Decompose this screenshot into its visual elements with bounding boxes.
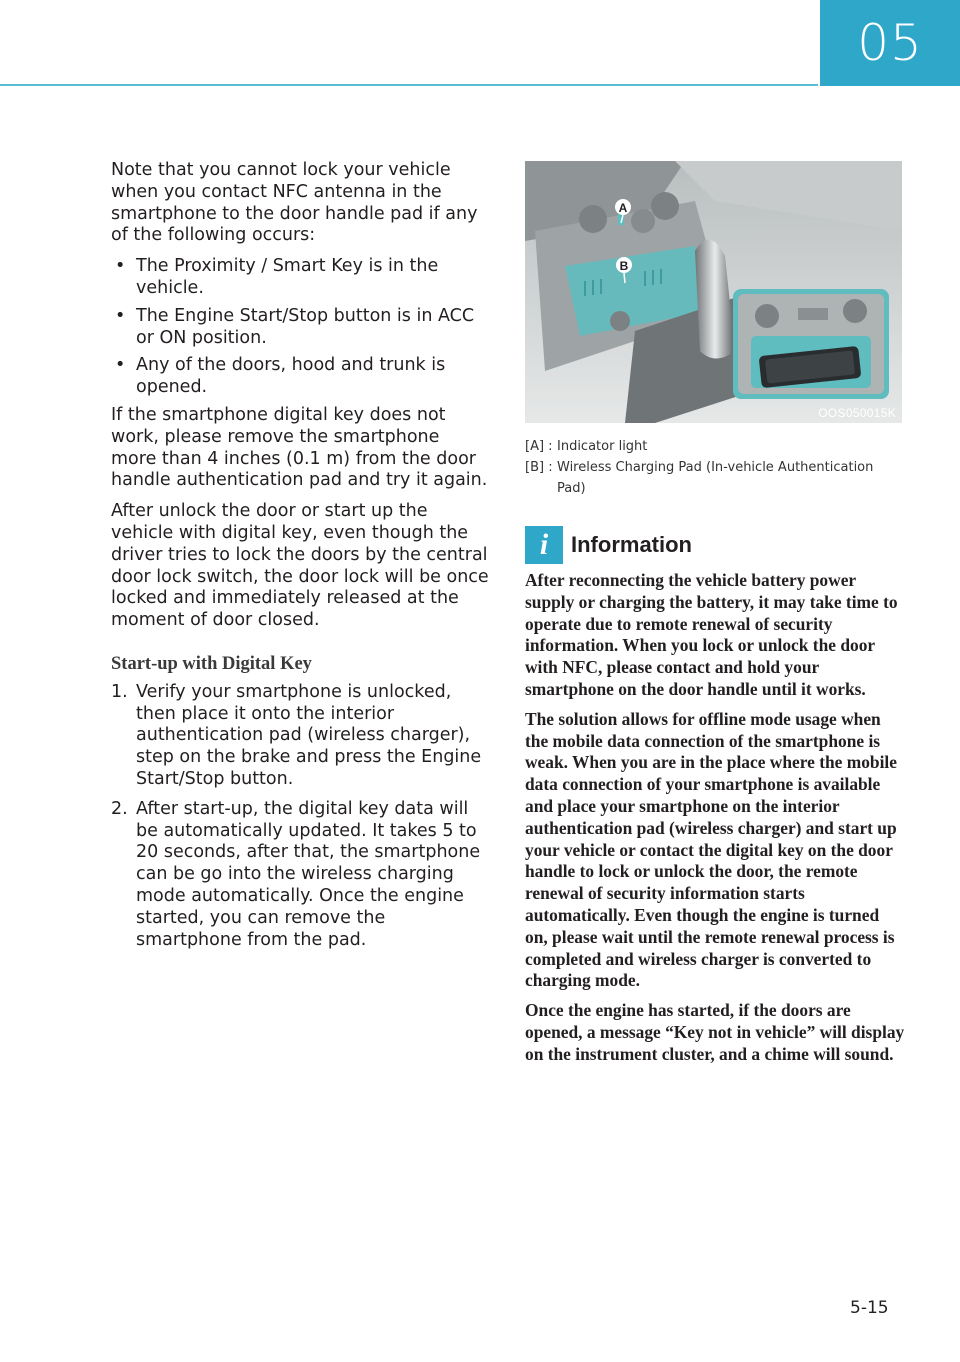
information-body xyxy=(525,570,905,1074)
panel-button xyxy=(631,209,655,233)
section-heading: Start-up with Digital Key xyxy=(111,653,312,674)
panel-button xyxy=(610,311,630,331)
step-number: 1. xyxy=(111,681,128,702)
caption-a xyxy=(525,436,905,457)
inset-button xyxy=(755,304,779,328)
caption-key: [A] : xyxy=(525,439,553,454)
list-item xyxy=(111,355,489,399)
intro-paragraph: Note that you cannot lock your vehicle when you contact NFC antenna in the smartphone to the door handle pad if any of the following occurs: xyxy=(111,160,478,246)
bullet-icon: • xyxy=(115,305,126,326)
page-number: 5-15 xyxy=(850,1298,889,1318)
inset-button xyxy=(843,299,867,323)
list-item xyxy=(111,256,489,300)
bullet-icon: • xyxy=(115,355,126,376)
console-illustration xyxy=(525,161,902,423)
info-title: Information xyxy=(571,532,692,557)
step-item xyxy=(111,799,489,952)
chapter-tab xyxy=(820,0,960,86)
chapter-number: 05 xyxy=(857,14,923,72)
list-item xyxy=(111,306,489,350)
figure-captions xyxy=(525,436,905,499)
label-a: A xyxy=(618,201,628,215)
bullet-icon: • xyxy=(115,256,126,277)
left-column xyxy=(111,160,489,959)
information-header xyxy=(525,526,692,564)
header-rule xyxy=(0,84,818,86)
info-paragraph: After reconnecting the vehicle battery power supply or charging the battery, it may take time to operate due to remote renewal of security information. When you lock or unlock the door with NFC, please contact and hold your smartphone on the door handle until it works. xyxy=(525,570,898,699)
console-drawing xyxy=(525,161,902,423)
info-paragraph: Once the engine has started, if the doors are opened, a message “Key not in vehicle” will display on the instrument cluster, and a chime will sound. xyxy=(525,1000,905,1064)
info-glyph: i xyxy=(539,528,549,561)
list-item-text: The Engine Start/Stop button is in ACC or ON position. xyxy=(136,305,475,348)
paragraph-lock-release: After unlock the door or start up the vehicle with digital key, even though the driver tries to lock the doors by the central door lock switch, the door lock will be once locked and immediately released at the moment of door closed. xyxy=(111,501,489,631)
figure-code: OOS050015K xyxy=(818,406,896,420)
step-text: Verify your smartphone is unlocked, then place it onto the interior authentication pad (wireless charger), step on the brake and press the Engine Start/Stop button. xyxy=(136,681,482,789)
steps-list xyxy=(111,682,489,952)
caption-key: [B] : xyxy=(525,460,553,475)
caption-text: Indicator light xyxy=(557,439,648,454)
conditions-list xyxy=(111,256,489,399)
label-b: B xyxy=(619,259,629,273)
step-number: 2. xyxy=(111,798,128,819)
caption-text: Wireless Charging Pad (In-vehicle Authentication Pad) xyxy=(557,460,874,496)
list-item-text: Any of the doors, hood and trunk is opened. xyxy=(136,355,446,398)
caption-b xyxy=(525,457,905,499)
callout-line-b xyxy=(624,273,625,283)
list-item-text: The Proximity / Smart Key is in the vehicle. xyxy=(136,256,439,298)
panel-button xyxy=(651,192,679,220)
step-text: After start-up, the digital key data will be automatically updated. It takes 5 to 20 seconds, after that, the smartphone can be go into the wireless charging mode automatically. Once the engine started, you can remove the smartphone from the pad. xyxy=(136,798,481,950)
info-paragraph: The solution allows for offline mode usage when the mobile data connection of the smartphone is weak. When you are in the place where the mobile data connection of your smartphone is available and place your smartphone on the interior authentication pad (wireless charger) and start up your vehicle or contact the digital key on the door handle to lock or unlock the door, the remote renewal of security information starts automatically. Even though the engine is turned on, please wait until the remote renewal process is completed and wireless charger is converted to charging mode. xyxy=(525,708,897,991)
paragraph-retry: If the smartphone digital key does not work, please remove the smartphone more than 4 inches (0.1 m) from the door handle authentication pad and try it again. xyxy=(111,404,488,491)
inset-indicator xyxy=(798,308,828,320)
info-icon xyxy=(525,526,563,564)
step-item xyxy=(111,682,489,791)
panel-button xyxy=(579,205,607,233)
